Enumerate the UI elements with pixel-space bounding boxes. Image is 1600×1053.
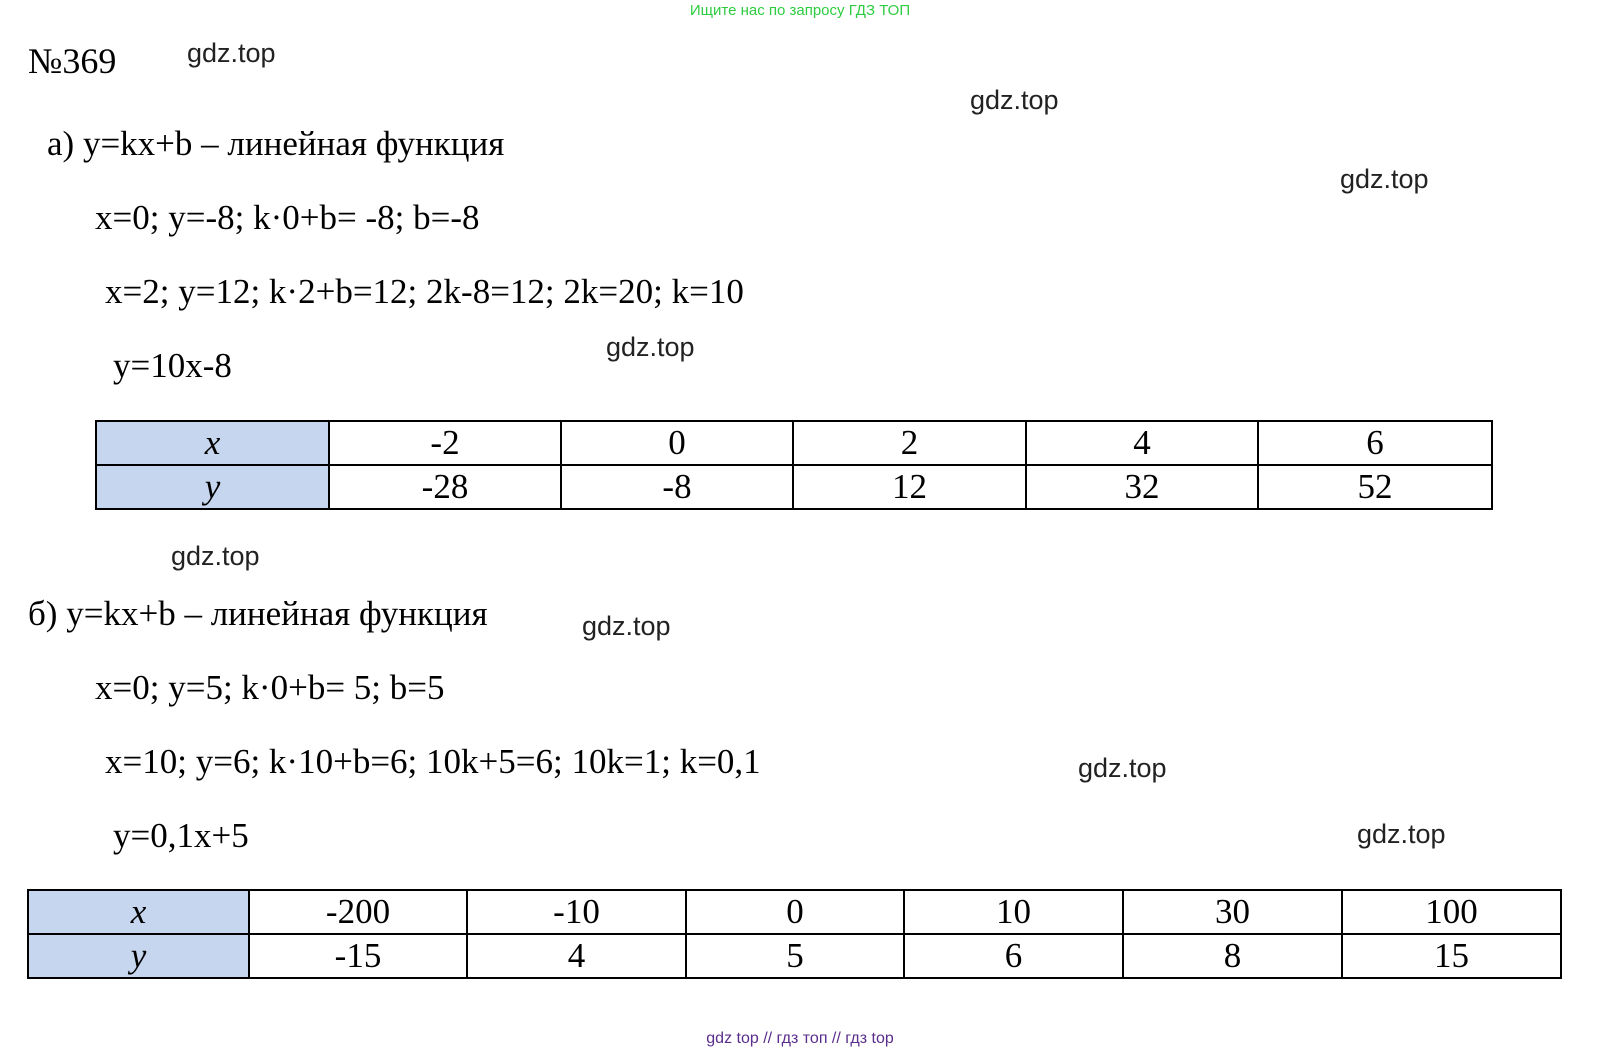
table-row [96,465,1492,509]
watermark: gdz.top [1357,819,1446,849]
table-cell: -200 [249,890,467,934]
watermark: gdz.top [1078,753,1167,783]
watermark: gdz.top [606,332,695,362]
table-cell: 8 [1123,934,1342,978]
table-row [96,421,1492,465]
x-header: x [96,421,329,465]
part-b-table [27,889,1562,979]
part-b-line: x=10; y=6; k·10+b=6; 10k+5=6; 10k=1; k=0,1 [105,742,761,781]
table-cell: 15 [1342,934,1561,978]
table-cell: 52 [1258,465,1492,509]
footer-watermark: gdz top // гдз топ // гдз top [706,1030,894,1047]
table-cell: -8 [561,465,793,509]
y-header: y [96,465,329,509]
part-a-table [95,420,1493,510]
x-header: x [28,890,249,934]
table-cell: 5 [686,934,904,978]
table-cell: 0 [561,421,793,465]
table-cell: 12 [793,465,1026,509]
table-cell: 30 [1123,890,1342,934]
part-b-line: x=0; y=5; k·0+b= 5; b=5 [95,668,445,707]
table-cell: 100 [1342,890,1561,934]
watermark: gdz.top [187,38,276,68]
watermark: gdz.top [970,85,1059,115]
problem-number: №369 [28,41,117,81]
watermark: gdz.top [1340,164,1429,194]
table-cell: -15 [249,934,467,978]
part-a-heading: а) y=kx+b – линейная функция [47,124,505,163]
y-header: y [28,934,249,978]
table-cell: 0 [686,890,904,934]
top-banner: Ищите нас по запросу ГДЗ ТОП [689,2,911,19]
table-cell: -2 [329,421,561,465]
part-a-line: x=0; y=-8; k·0+b= -8; b=-8 [95,198,480,237]
table-cell: 32 [1026,465,1258,509]
watermark: gdz.top [582,611,671,641]
table-cell: 4 [467,934,686,978]
watermark: gdz.top [171,541,260,571]
table-cell: -10 [467,890,686,934]
table-cell: -28 [329,465,561,509]
table-cell: 4 [1026,421,1258,465]
table-row [28,890,1561,934]
part-b-heading: б) y=kx+b – линейная функция [28,594,488,633]
table-cell: 10 [904,890,1123,934]
part-b-result: y=0,1x+5 [113,816,249,855]
part-a-result: y=10x-8 [113,346,232,385]
table-row [28,934,1561,978]
table-cell: 6 [1258,421,1492,465]
table-cell: 2 [793,421,1026,465]
part-a-line: x=2; y=12; k·2+b=12; 2k-8=12; 2k=20; k=10 [105,272,744,311]
table-cell: 6 [904,934,1123,978]
